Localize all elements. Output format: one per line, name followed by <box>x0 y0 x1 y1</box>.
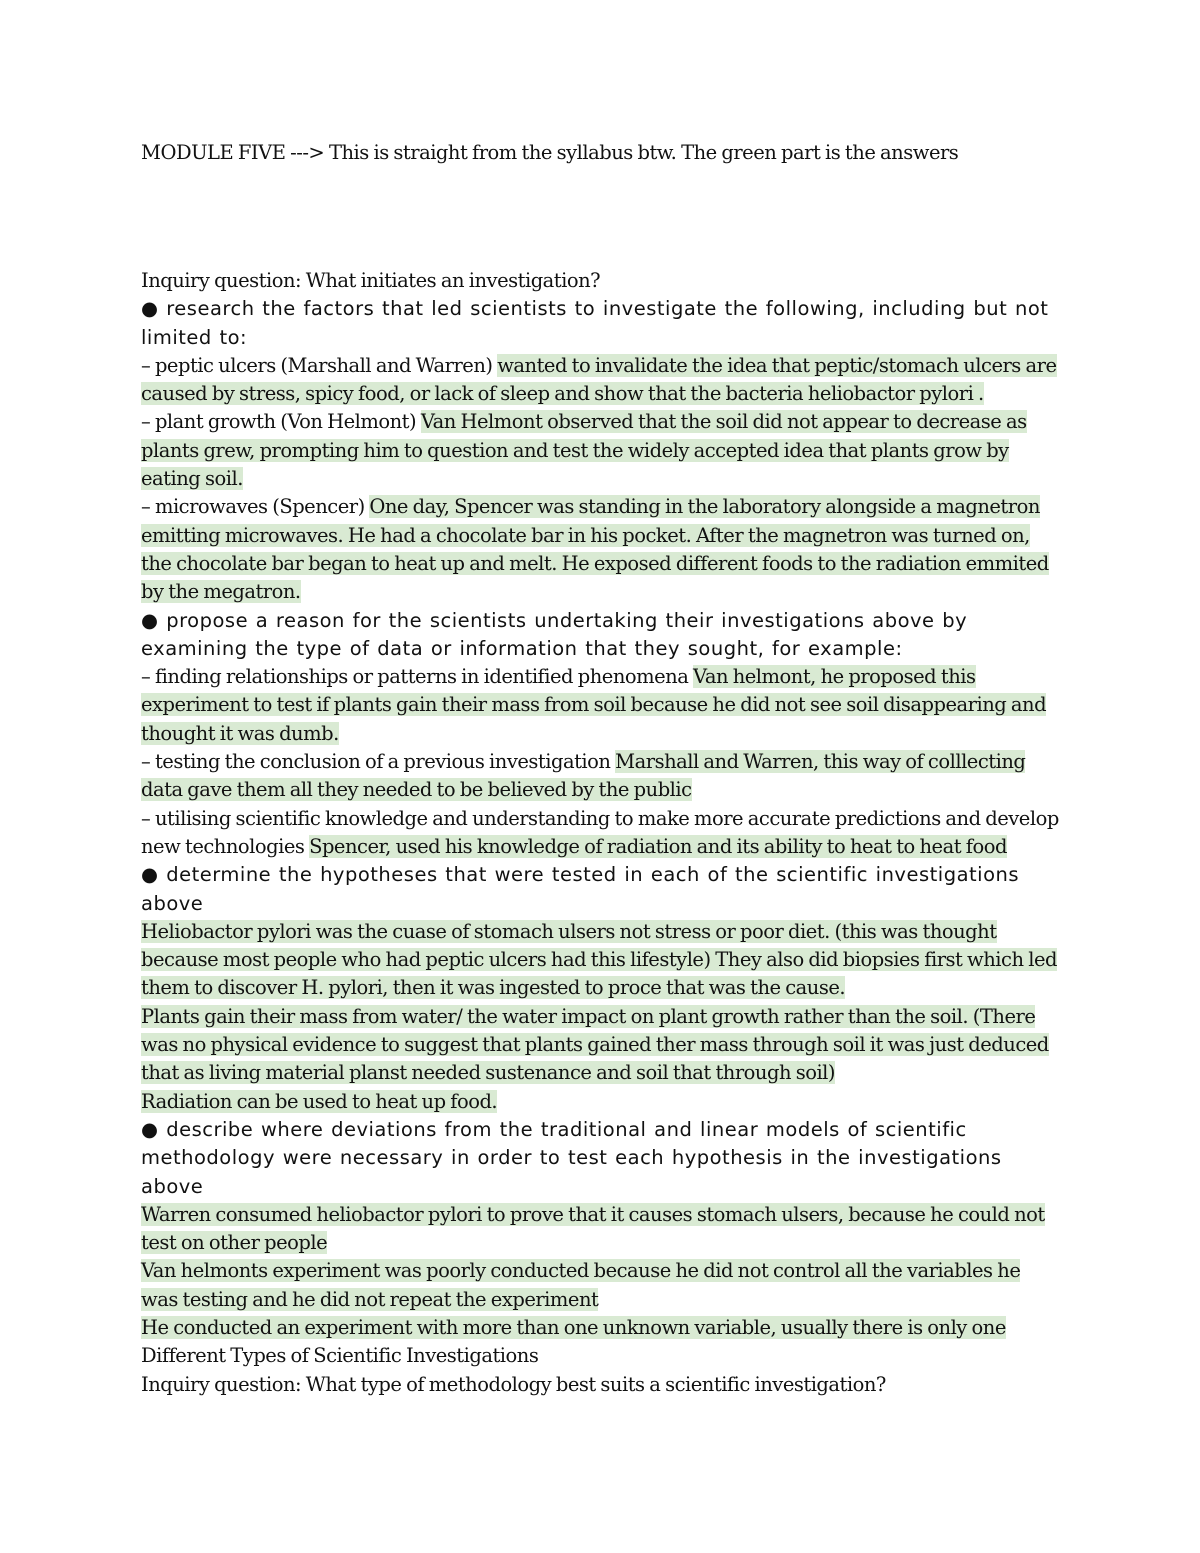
deviation-paragraph <box>141 1201 1061 1258</box>
testing-conclusion-label: – testing the conclusion of a previous investigation <box>141 750 616 774</box>
syllabus-point-propose: ● propose a reason for the scientists undertaking their investigations above by examining the type of data or information that they sought, for example: <box>141 608 968 660</box>
microwaves-label: – microwaves (Spencer) <box>141 495 370 519</box>
deviation-answer: Van helmonts experiment was poorly conducted because he did not control all the variables he was testing and he did not repeat the experiment <box>141 1259 1021 1311</box>
microwaves-item <box>141 493 1061 606</box>
hypothesis-answer: Heliobactor pylori was the cuase of stomach ulsers not stress or poor diet. (this was thought because most people who had peptic ulcers had this lifestyle) They also did biopsies first which led them to discover H. pylori, then it was ingested to proce that was the cause. <box>141 919 1057 1000</box>
deviation-answer: Warren consumed heliobactor pylori to prove that it causes stomach ulsers, because he could not test on other people <box>141 1202 1045 1255</box>
hypothesis-paragraph <box>141 1003 1061 1088</box>
document-page <box>141 138 1061 1399</box>
peptic-ulcers-item <box>141 352 1061 409</box>
utilising-knowledge-answer: Spencer, used his knowledge of radiation and its ability to heat to heat food <box>309 834 1007 858</box>
utilising-knowledge-item <box>141 805 1061 862</box>
inquiry-question-1: Inquiry question: What initiates an investigation? <box>141 269 601 292</box>
relationships-label: – finding relationships or patterns in identified phenomena <box>141 665 694 689</box>
testing-conclusion-answer: Marshall and Warren, this way of colllecting data gave them all they needed to be believed by the public <box>141 750 1026 802</box>
hypothesis-answer: Plants gain their mass from water/ the water impact on plant growth rather than the soil. (There was no physical evidence to suggest that plants gained ther mass through soil it was just deduced that as living material planst needed sustenance and soil that through soil) <box>141 1004 1049 1085</box>
syllabus-point-hypotheses: ● determine the hypotheses that were tested in each of the scientific investigations above <box>141 863 1020 915</box>
hypothesis-paragraph <box>141 918 1061 1003</box>
plant-growth-label: – plant growth (Von Helmont) <box>141 410 421 434</box>
blank-space <box>141 168 1061 267</box>
hypothesis-answer: Radiation can be used to heat up food. <box>141 1089 498 1113</box>
plant-growth-answer: Van Helmont observed that the soil did not appear to decrease as plants grew, prompting him to question and test the widely accepted idea that plants grow by eating soil. <box>141 410 1027 491</box>
hypothesis-paragraph <box>141 1088 1061 1116</box>
inquiry-question-2: Inquiry question: What type of methodology best suits a scientific investigation? <box>141 1372 886 1396</box>
utilising-knowledge-label: – utilising scientific knowledge and understanding to make more accurate predictions and develop new technologies <box>141 806 1059 858</box>
microwaves-answer: One day, Spencer was standing in the laboratory alongside a magnetron emitting microwaves. He had a chocolate bar in his pocket. After the magnetron was turned on, the chocolate bar began to heat up and melt. He exposed different foods to the radiation emmited by the megatron. <box>141 495 1049 604</box>
testing-conclusion-item <box>141 748 1061 805</box>
relationships-item <box>141 663 1061 748</box>
relationships-answer: Van helmont, he proposed this experiment to test if plants gain their mass from soil because he did not see soil disappearing and thought it was dumb. <box>141 665 1047 745</box>
deviation-paragraph <box>141 1314 1061 1342</box>
syllabus-point-deviations: ● describe where deviations from the traditional and linear models of scientific methodology were necessary in order to test each hypothesis in the investigations above <box>141 1117 1002 1198</box>
document-title: MODULE FIVE ---> This is straight from the syllabus btw. The green part is the answers <box>141 141 959 164</box>
peptic-ulcers-answer: wanted to invalidate the idea that peptic/stomach ulcers are caused by stress, spicy food, or lack of sleep and show that the bacteria heliobactor pylori . <box>141 353 1057 406</box>
deviation-paragraph <box>141 1257 1061 1314</box>
syllabus-point-research: ● research the factors that led scientists to investigate the following, including but not limited to: <box>141 297 1049 349</box>
plant-growth-item <box>141 408 1061 493</box>
peptic-ulcers-label: – peptic ulcers (Marshall and Warren) <box>141 353 498 377</box>
deviation-answer: He conducted an experiment with more than one unknown variable, usually there is only one <box>141 1315 1006 1339</box>
section-heading: Different Types of Scientific Investigations <box>141 1344 539 1368</box>
